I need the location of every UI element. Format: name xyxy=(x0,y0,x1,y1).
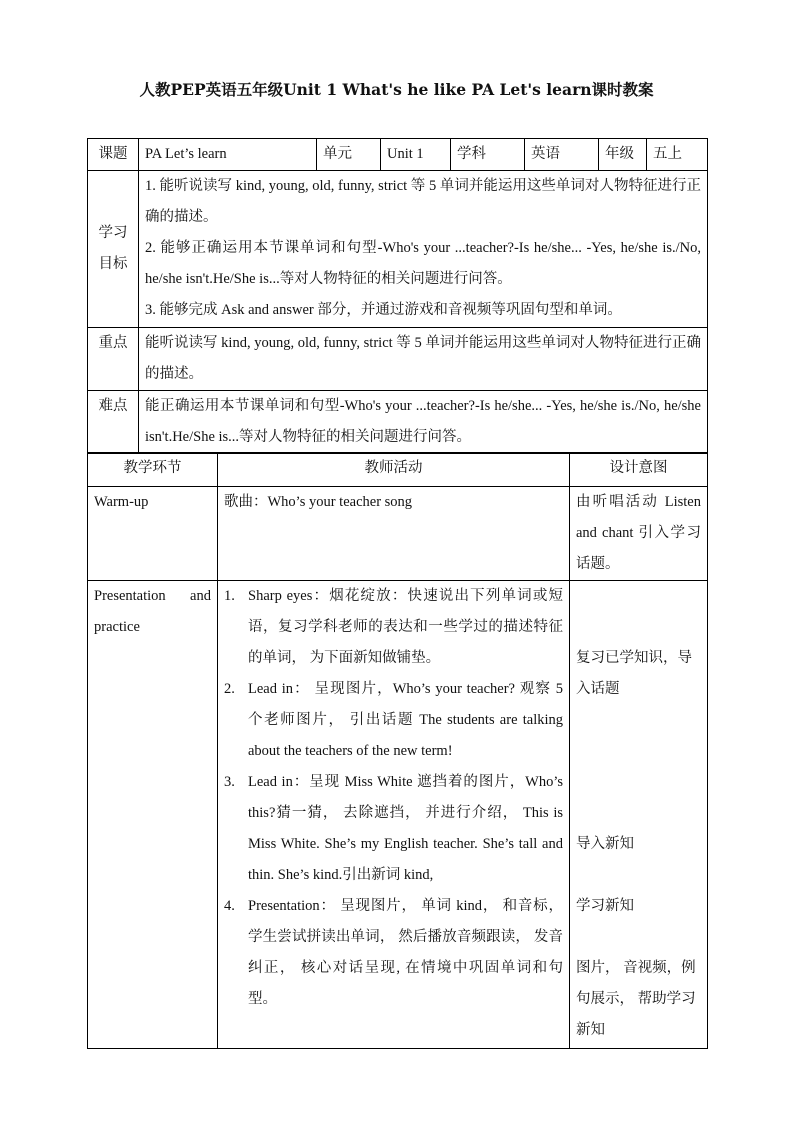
intent-learn: 学习新知 xyxy=(576,898,634,914)
activity-item: 1. Sharp eyes：烟花绽放：快速说出下列单词或短语，复习学科老师的表达和一些学过的描述特征的单词， 为下面新知做铺垫。 xyxy=(224,588,563,666)
activity-item: 3. Lead in：呈现 Miss White 遮挡着的图片，Who’s this?猜一猜， 去除遮挡， 并进行介绍， This is Miss White. She’s my English teacher. She’s tall and thin. She’s kind.引出新词 kind, xyxy=(224,774,563,883)
header-intent: 设计意图 xyxy=(570,453,708,487)
goals-label xyxy=(88,171,139,328)
header-activity: 教师活动 xyxy=(218,453,570,487)
unit-label: 单元 xyxy=(317,139,381,171)
goal-item-2: 2. 能够正确运用本节课单词和句型-Who's your ...teacher?-Is he/she... -Yes, he/she is./No, he/she isn't.He/She is...等对人物特征的相关问题进行问答。 xyxy=(145,240,701,287)
header-stage: 教学环节 xyxy=(88,453,218,487)
subject-value: 英语 xyxy=(525,139,599,171)
goals-content xyxy=(139,171,708,328)
subject-label: 学科 xyxy=(451,139,525,171)
key-point-text: 能听说读写 kind, young, old, funny, strict 等 5 单词并能运用这些单词对人物特征进行正确的描述。 xyxy=(139,328,708,391)
presentation-row xyxy=(88,581,708,1049)
key-point-row xyxy=(88,328,708,391)
intent-introduce: 导入新知 xyxy=(576,836,634,852)
difficulty-row xyxy=(88,391,708,454)
intent-review: 复习已学知识，导入话题 xyxy=(576,650,692,697)
difficulty-label: 难点 xyxy=(88,391,139,454)
presentation-stage: Presentation and practice xyxy=(88,581,218,1049)
unit-value: Unit 1 xyxy=(381,139,451,171)
teaching-process-table xyxy=(87,452,708,1049)
presentation-activities xyxy=(218,581,570,1049)
warmup-stage: Warm-up xyxy=(88,487,218,581)
page-title: 人教PEP英语五年级Unit 1 What's he like PA Let's learn课时教案 xyxy=(139,80,654,99)
grade-value: 五上 xyxy=(647,139,708,171)
intent-media: 图片， 音视频，例句展示， 帮助学习新知 xyxy=(576,960,696,1038)
goals-label-line2: 目标 xyxy=(98,256,128,272)
info-row xyxy=(88,139,708,171)
activity-item: 2. Lead in： 呈现图片，Who’s your teacher? 观察 5 个老师图片， 引出话题 The students are talking about the teachers of the new term! xyxy=(224,681,563,759)
goals-label-line1: 学习 xyxy=(98,225,128,241)
difficulty-text: 能正确运用本节课单词和句型-Who's your ...teacher?-Is he/she... -Yes, he/she is./No, he/she isn't.He/She is...等对人物特征的相关问题进行问答。 xyxy=(139,391,708,454)
key-point-label: 重点 xyxy=(88,328,139,391)
topic-value: PA Let’s learn xyxy=(139,139,317,171)
goals-row xyxy=(88,171,708,328)
goal-item-1: 1. 能听说读写 kind, young, old, funny, strict 等 5 单词并能运用这些单词对人物特征进行正确的描述。 xyxy=(145,178,701,225)
warmup-row xyxy=(88,487,708,581)
topic-label: 课题 xyxy=(88,139,139,171)
presentation-intents xyxy=(570,581,708,1049)
lesson-info-table xyxy=(87,138,708,454)
activity-item: 4. Presentation： 呈现图片， 单词 kind， 和音标， 学生尝试拼读出单词， 然后播放音频跟读， 发音纠正， 核心对话呈现, 在情境中巩固单词和句型。 xyxy=(224,898,563,1007)
warmup-activity: 歌曲：Who’s your teacher song xyxy=(218,487,570,581)
grade-label: 年级 xyxy=(599,139,647,171)
goal-item-3: 3. 能够完成 Ask and answer 部分，并通过游戏和音视频等巩固句型和单词。 xyxy=(145,302,622,318)
warmup-intent: 由听唱活动 Listen and chant 引入学习话题。 xyxy=(570,487,708,581)
process-header-row xyxy=(88,453,708,487)
